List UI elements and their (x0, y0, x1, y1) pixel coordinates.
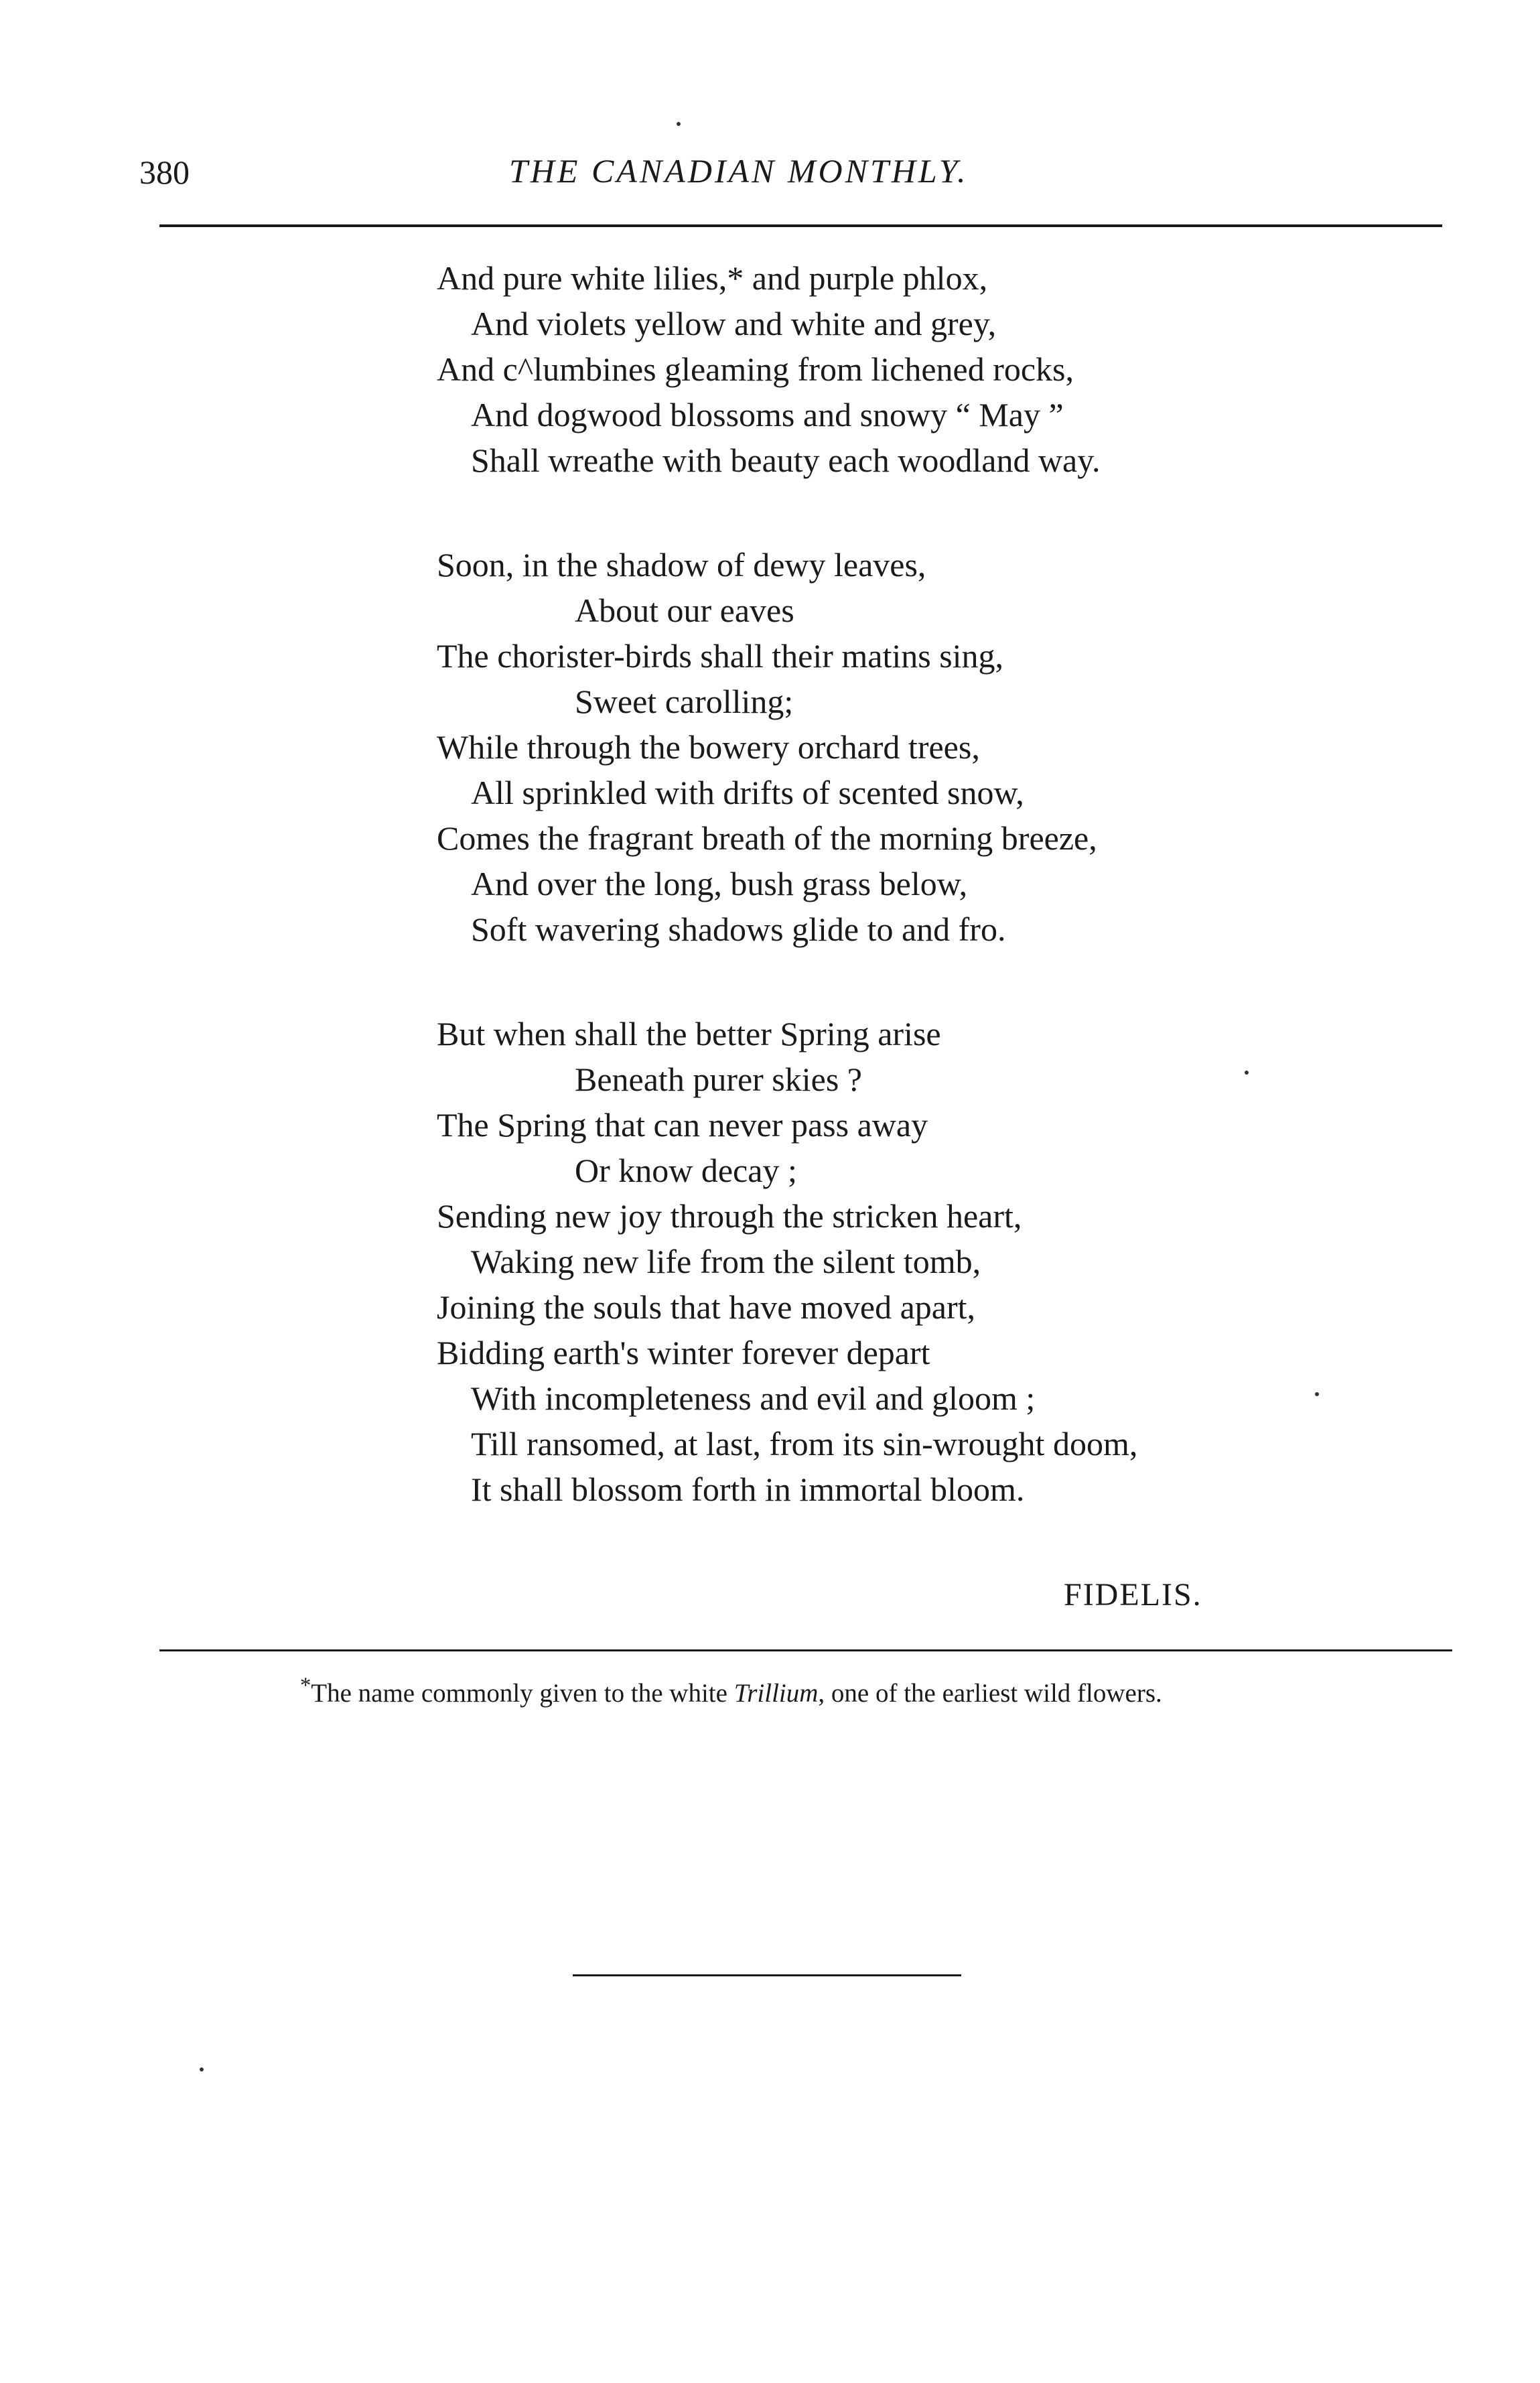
poem-line: Shall wreathe with beauty each woodland way. (471, 441, 1101, 479)
end-rule (573, 1974, 961, 1976)
scan-speck (677, 122, 681, 126)
author-signature: FIDELIS. (1064, 1577, 1202, 1613)
poem-line: Joining the souls that have moved apart, (437, 1288, 976, 1326)
poem-line: Comes the fragrant breath of the morning breeze, (437, 819, 1097, 857)
poem-line: Soft wavering shadows glide to and fro. (471, 910, 1006, 948)
poem-line: It shall blossom forth in immortal bloom. (471, 1471, 1025, 1508)
poem-line: Till ransomed, at last, from its sin-wrought doom, (471, 1425, 1138, 1462)
footnote-italic-term: Trillium (733, 1679, 819, 1708)
scan-speck (1315, 1392, 1319, 1396)
poem-line: And c^lumbines gleaming from lichened rocks, (437, 350, 1074, 388)
poem-line: Sending new joy through the stricken heart, (437, 1197, 1022, 1235)
poem-line: Sweet carolling; (575, 683, 794, 720)
page-number: 380 (139, 153, 190, 191)
poem-line: The chorister-birds shall their matins sing, (437, 637, 1004, 675)
poem-line: Bidding earth's winter forever depart (437, 1334, 930, 1371)
footnote-marker: * (300, 1674, 311, 1698)
poem-line: The Spring that can never pass away (437, 1106, 928, 1144)
footnote-rule (159, 1649, 1452, 1651)
poem-line: But when shall the better Spring arise (437, 1015, 941, 1052)
poem-line: And pure white lilies,* and purple phlox, (437, 259, 988, 297)
poem-line: While through the bowery orchard trees, (437, 728, 980, 766)
poem-line: And over the long, bush grass below, (471, 865, 968, 902)
scan-speck (1245, 1071, 1249, 1075)
running-head: THE CANADIAN MONTHLY. (509, 152, 969, 190)
poem-line: All sprinkled with drifts of scented snow, (471, 774, 1024, 811)
poem-line: About our eaves (575, 592, 794, 629)
footnote (300, 1674, 1162, 1708)
footnote-text-before: The name commonly given to the white (311, 1679, 734, 1708)
scan-speck (200, 2067, 204, 2071)
poem-line: With incompleteness and evil and gloom ; (471, 1379, 1036, 1417)
poem-line: Waking new life from the silent tomb, (471, 1243, 981, 1280)
poem-line: Beneath purer skies ? (575, 1061, 863, 1098)
poem-line: Soon, in the shadow of dewy leaves, (437, 546, 926, 584)
poem-line: And violets yellow and white and grey, (471, 305, 997, 342)
footnote-text-after: , one of the earliest wild flowers. (818, 1679, 1162, 1708)
header-rule (159, 224, 1442, 227)
poem-line: Or know decay ; (575, 1152, 797, 1189)
poem-line: And dogwood blossoms and snowy “ May ” (471, 396, 1064, 433)
